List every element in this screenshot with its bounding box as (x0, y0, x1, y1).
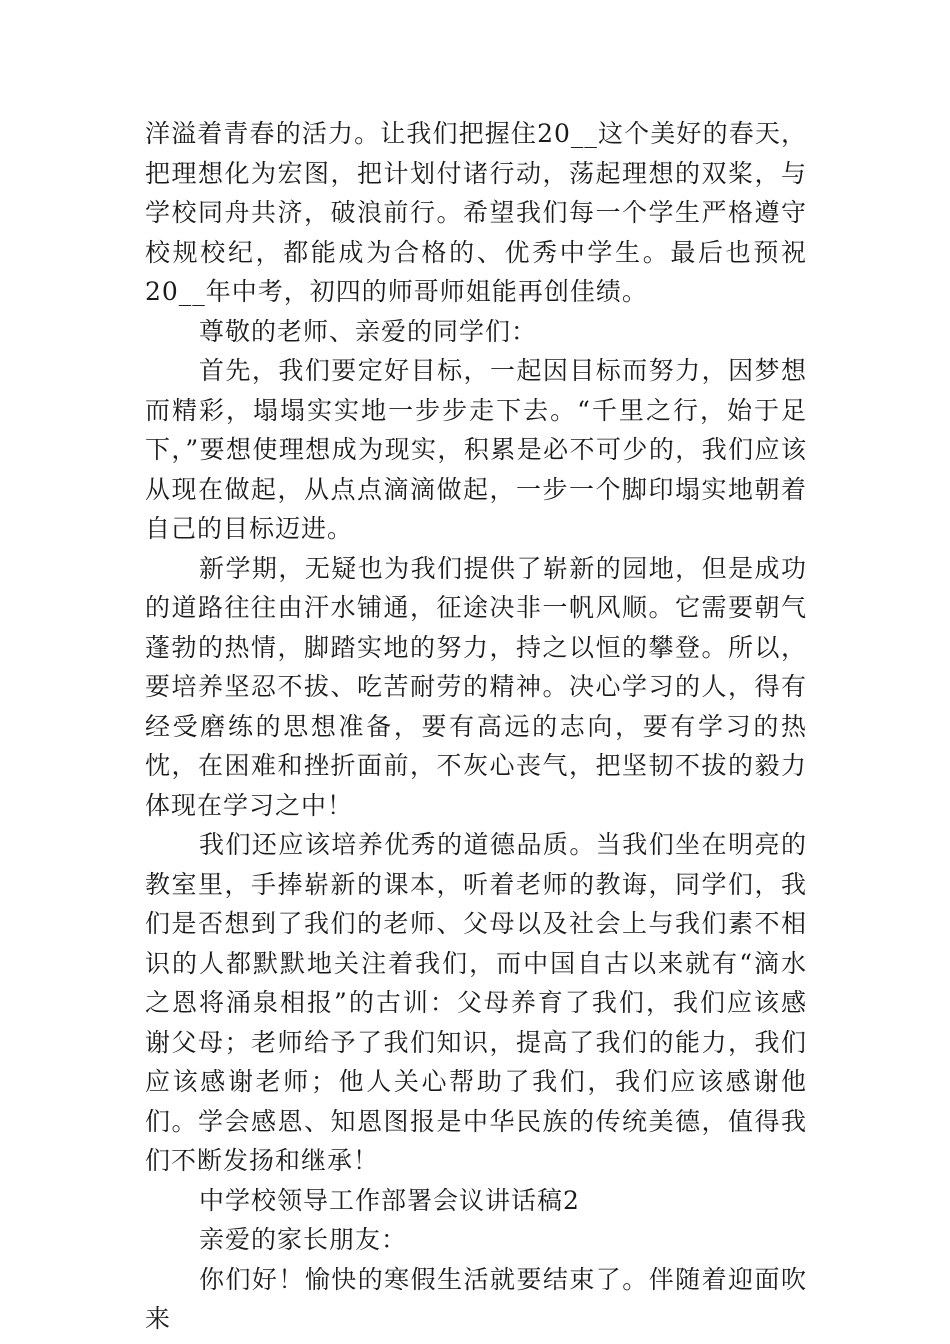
document-body (145, 114, 807, 1339)
paragraph-new-semester: 新学期，无疑也为我们提供了崭新的园地，但是成功的道路往往由汗水铺通，征途决非一帆风顺。它需要朝气蓬勃的热情，脚踏实地的努力，持之以恒的攀登。所以，要培养坚忍不拔、吃苦耐劳的精神。决心学习的人，得有经受磨练的思想准备，要有高远的志向，要有学习的热忱，在困难和挫折面前，不灰心丧气，把坚韧不拔的毅力体现在学习之中！ (145, 553, 807, 820)
paragraph-moral-quality: 我们还应该培养优秀的道德品质。当我们坐在明亮的教室里，手捧崭新的课本，听着老师的教诲，同学们，我们是否想到了我们的老师、父母以及社会上与我们素不相识的人都默默地关注着我们，而中国自古以来就有“滴水之恩将涌泉相报”的古训：父母养育了我们，我们应该感谢父母；老师给予了我们知识，提高了我们的能力，我们应该感谢老师；他人关心帮助了我们，我们应该感谢他们。学会感恩、知恩图报是中华民族的传统美德，值得我们不断发扬和继承！ (145, 830, 807, 1175)
salutation-teachers-students: 尊敬的老师、亲爱的同学们： (199, 316, 538, 346)
paragraph-goals: 首先，我们要定好目标，一起因目标而努力，因梦想而精彩，塌塌实实地一步步走下去。“千里之行，始于足下，”要想使理想成为现实，积累是必不可少的，我们应该从现在做起，从点点滴滴做起，一步一个脚印塌实地朝着自己的目标迈进。 (145, 356, 807, 543)
paragraph-greeting: 你们好！愉快的寒假生活就要结束了。伴随着迎面吹来 (145, 1264, 807, 1333)
section-title: 中学校领导工作部署会议讲话稿2 (199, 1185, 580, 1215)
paragraph-continued: 洋溢着青春的活力。让我们把握住20__这个美好的春天，把理想化为宏图，把计划付诸行动，荡起理想的双桨，与学校同舟共济，破浪前行。希望我们每一个学生严格遵守校规校纪，都能成为合格的、优秀中学生。最后也预祝20__年中考，初四的师哥师姐能再创佳绩。 (145, 119, 807, 306)
salutation-parents: 亲爱的家长朋友： (199, 1225, 408, 1254)
